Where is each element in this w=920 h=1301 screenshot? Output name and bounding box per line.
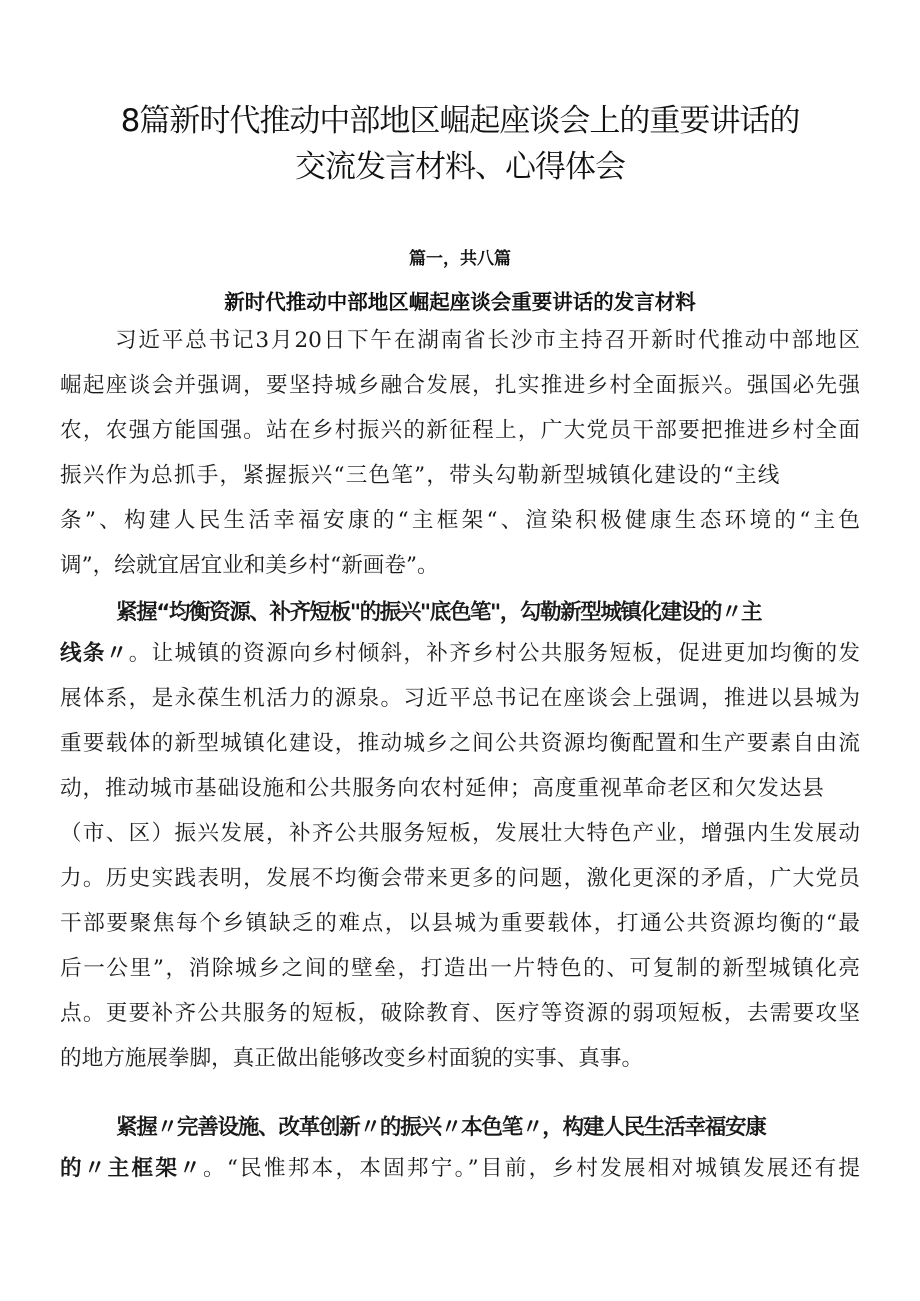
paragraph-1-line: 农，农强方能国强。站在乡村振兴的新征程上，广大党员干部要把推进乡村全面 bbox=[60, 418, 860, 443]
paragraph-2-line: 干部要聚焦每个乡镇缺乏的难点，以县城为重要载体，打通公共资源均衡的“最 bbox=[60, 911, 860, 936]
paragraph-3-heading: 紧握〃完善设施、改革创新〃的振兴〃本色笔〃，构建人民生活幸福安康 bbox=[116, 1115, 766, 1140]
paragraph-3-heading-tail: 的〃主框架〃 bbox=[60, 1156, 203, 1181]
paragraph-3-text: 。“民惟邦本，本固邦宁。”目前，乡村发展相对城镇发展还有提 bbox=[203, 1156, 860, 1181]
paragraph-2-line: 力。历史实践表明，发展不均衡会带来更多的问题，激化更深的矛盾，广大党员 bbox=[60, 866, 860, 891]
paragraph-2-heading-tail: 线条〃 bbox=[60, 641, 129, 666]
paragraph-3-line bbox=[60, 1149, 860, 1189]
paragraph-2-line bbox=[60, 634, 860, 674]
paragraph-1-line: 振兴作为总抓手，紧握振兴“三色笔”，带头勾勒新型城镇化建设的“主线 bbox=[60, 463, 781, 488]
paragraph-2-line: 展体系，是永葆生机活力的源泉。习近平总书记在座谈会上强调，推进以县城为 bbox=[60, 686, 860, 711]
section-label: 篇一，共八篇 bbox=[409, 249, 511, 269]
paragraph-1-line: 调”，绘就宜居宜业和美乡村“新画卷”。 bbox=[60, 553, 439, 578]
document-title-line-2: 交流发言材料、心得体会 bbox=[295, 149, 625, 185]
paragraph-2-line: 的地方施展拳脚，真正做出能够改变乡村面貌的实事、真事。 bbox=[60, 1046, 644, 1071]
paragraph-2-line: 后一公里”，消除城乡之间的壁垒，打造出一片特色的、可复制的新型城镇化亮 bbox=[60, 956, 860, 981]
document-title-line-1: 8篇新时代推动中部地区崛起座谈会上的重要讲话的 bbox=[120, 103, 800, 139]
paragraph-1-line: 条”、构建人民生活幸福安康的“主框架“、渲染积极健康生态环境的“主色 bbox=[60, 508, 860, 533]
paragraph-2-heading: 紧握“均衡资源、补齐短板"的振兴"底色笔"，勾勒新型城镇化建设的〃主 bbox=[116, 600, 762, 625]
paragraph-2-line: 点。更要补齐公共服务的短板，破除教育、医疗等资源的弱项短板，去需要攻坚 bbox=[60, 1001, 860, 1026]
paragraph-2-text: 。让城镇的资源向乡村倾斜，补齐乡村公共服务短板，促进更加均衡的发 bbox=[128, 641, 860, 666]
paragraph-2-line: 动，推动城市基础设施和公共服务向农村延伸；高度重视革命老区和欠发达县 bbox=[60, 776, 825, 801]
paragraph-2-line: （市、区）振兴发展，补齐公共服务短板，发展壮大特色产业，增强内生发展动 bbox=[60, 821, 860, 846]
paragraph-2-line: 重要载体的新型城镇化建设，推动城乡之间公共资源均衡配置和生产要素自由流 bbox=[60, 731, 860, 756]
paragraph-1-line: 习近平总书记3月20日下午在湖南省长沙市主持召开新时代推动中部地区 bbox=[115, 328, 860, 353]
article-subtitle: 新时代推动中部地区崛起座谈会重要讲话的发言材料 bbox=[224, 290, 696, 314]
paragraph-1-line: 崛起座谈会并强调，要坚持城乡融合发展，扎实推进乡村全面振兴。强国必先强 bbox=[60, 373, 860, 398]
